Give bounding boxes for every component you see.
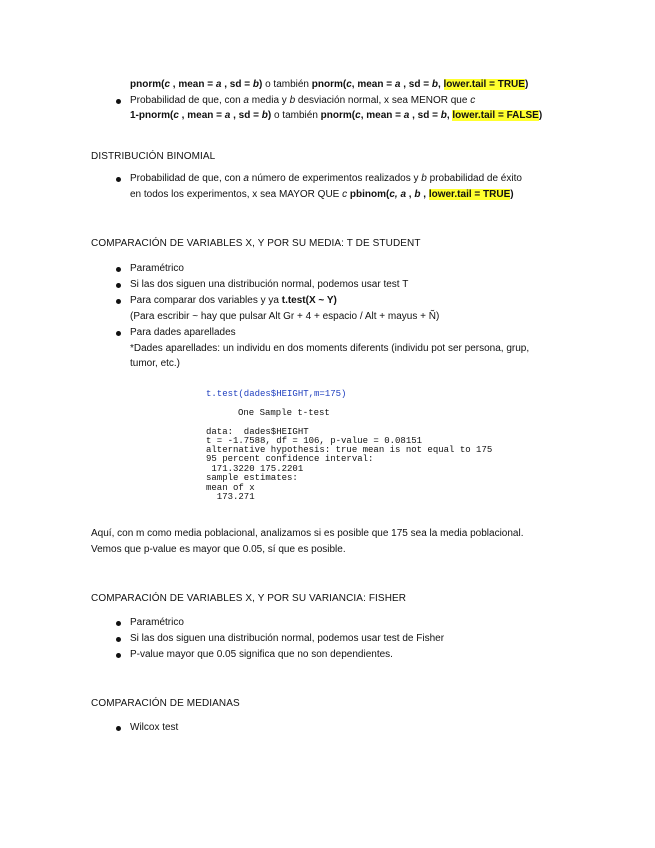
binom-desc-line: Probabilidad de que, con a número de experimentos realizados y b probabilidad de éxito — [130, 173, 522, 184]
bullet-icon — [116, 621, 121, 626]
student-item-paired: Para dades aparellades — [130, 327, 236, 338]
bullet-icon — [116, 267, 121, 272]
paired-note-line2: tumor, etc.) — [130, 358, 181, 369]
explanation-line1: Aquí, con m como media poblacional, analizamos si es posible que 175 sea la media poblacional. — [91, 528, 524, 539]
binom-formula-line: en todos los experimentos, x sea MAYOR QUE c pbinom(c, a , b , lower.tail = TRUE) — [130, 189, 514, 200]
fisher-item-parametric: Paramétrico — [130, 617, 184, 628]
bullet-icon — [116, 299, 121, 304]
heading-medians: COMPARACIÓN DE MEDIANAS — [91, 698, 240, 709]
pnorm-lower-line: 1-pnorm(c , mean = a , sd = b) o también pnorm(c, mean = a , sd = b, lower.tail = FALSE) — [130, 110, 543, 121]
highlight-binom-lower-tail: lower.tail = TRUE — [428, 189, 511, 200]
r-est-label: sample estimates: — [206, 473, 298, 483]
bullet-icon — [116, 99, 121, 104]
r-stat-line: t = -1.7588, df = 106, p-value = 0.08151 — [206, 436, 423, 446]
heading-binomial: DISTRIBUCIÓN BINOMIAL — [91, 151, 216, 162]
pnorm-lower-desc: Probabilidad de que, con a media y b desviación normal, x sea MENOR que c — [130, 95, 476, 106]
student-item-compare: Para comparar dos variables y ya t.test(X ~ Y) — [130, 295, 337, 306]
r-test-title: One Sample t-test — [238, 408, 330, 418]
student-item-keyboard-hint: (Para escribir ~ hay que pulsar Alt Gr + 4 + espacio / Alt + mayus + Ñ) — [130, 311, 440, 322]
r-data-line: data: dades$HEIGHT — [206, 427, 309, 437]
student-item-normal: Si las dos siguen una distribución normal, podemos usar test T — [130, 279, 409, 290]
bullet-icon — [116, 726, 121, 731]
highlight-lower-tail-true: lower.tail = TRUE — [443, 79, 525, 90]
heading-student: COMPARACIÓN DE VARIABLES X, Y POR SU MEDIA: T DE STUDENT — [91, 238, 421, 249]
bullet-icon — [116, 653, 121, 658]
r-est-value: 173.271 — [206, 492, 255, 502]
r-ci-values: 171.3220 175.2201 — [206, 464, 304, 474]
r-alt-line: alternative hypothesis: true mean is not equal to 175 — [206, 445, 493, 455]
pnorm-upper-line: pnorm(c , mean = a , sd = b) o también pnorm(c, mean = a , sd = b, lower.tail = TRUE) — [130, 79, 529, 90]
r-command: t.test(dades$HEIGHT,m=175) — [206, 389, 347, 399]
explanation-line2: Vemos que p-value es mayor que 0.05, sí que es posible. — [91, 544, 346, 555]
paired-note-line1: *Dades aparellades: un individu en dos moments diferents (individu pot ser persona, grup, — [130, 343, 530, 354]
highlight-lower-tail-false: lower.tail = FALSE — [452, 110, 539, 121]
bullet-icon — [116, 331, 121, 336]
medians-item-wilcox: Wilcox test — [130, 722, 179, 733]
fisher-item-normal: Si las dos siguen una distribución normal, podemos usar test de Fisher — [130, 633, 445, 644]
fisher-item-pvalue: P-value mayor que 0.05 significa que no son dependientes. — [130, 649, 393, 660]
r-est-name: mean of x — [206, 483, 255, 493]
student-item-parametric: Paramétrico — [130, 263, 184, 274]
heading-fisher: COMPARACIÓN DE VARIABLES X, Y POR SU VARIANCIA: FISHER — [91, 593, 407, 604]
bullet-icon — [116, 283, 121, 288]
r-ci-label: 95 percent confidence interval: — [206, 454, 374, 464]
bullet-icon — [116, 177, 121, 182]
bullet-icon — [116, 637, 121, 642]
